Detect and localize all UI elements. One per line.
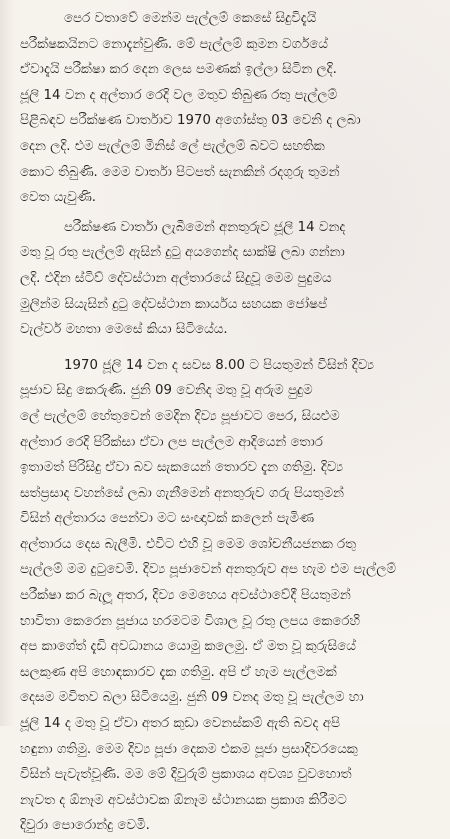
- text-line: 1970 ජූලි 14 වන ද සවස 8.00 ට පියතුමන් විසින් දිව්‍ය: [64, 357, 374, 373]
- text-line: හඳුනා ගතිමු. මෙම දිව්‍ය පූජා දෙකම එකම පූජා ප්‍රසාදිවරයෙකු: [20, 741, 358, 757]
- text-line: පරීක්ෂකයිනට නොදැන්වුණි. මේ පැල්ලම් කුමන වර්ගයේ: [20, 36, 328, 52]
- text-line: ඉතාමත් පිරිසිදු ඒවා බව සැකයෙන් තොරව දැන ගතිමු. දිව්‍ය: [20, 460, 343, 476]
- text-line: ජූලි 14 වන ද අල්තාර රෙදි වල මතුව තිබුණ රතු පැල්ලම්: [20, 87, 338, 103]
- paragraph-1: [20, 6, 426, 211]
- text-line: ලදි. එදින ස්ටිව් දේවස්ථාන අල්තාරයේ සිදුවූ මෙම පුදුමය: [20, 270, 332, 286]
- text-line: විසින් අල්තාරය පෙන්වා මට සංඥාවක් කලෙන් පැමිණ: [20, 511, 314, 527]
- text-line: අල්තාර රෙදි පිරික්සා ඒවා ලප පැල්ලම ආදියෙන් තොර: [20, 434, 323, 450]
- text-line: සත්ප්‍රසාද වහන්සේ ලබා ගැනීමෙන් අනතුරුව ගරු පියතුමන්: [20, 485, 344, 501]
- text-line: කොට තිබුණි. මෙම වාර්තා පිටපත් සැනකින් රදගුරු තුමන්: [20, 164, 340, 180]
- text-line: ජූලි 14 ද මතු වූ ඒවා අතර කුඩා වෙනස්කම් ඇති බවද අපි: [20, 716, 341, 732]
- text-line: මුලින්ම සියැසින් දුටු දේවස්ථාන කාර්යය සහයක ජෝෂප්: [20, 296, 328, 312]
- text-line: පූජාව සිදු කෙරුණි. ජුනි 09 වෙනිද මතු වූ අරුම පුදුම: [20, 383, 313, 399]
- text-line: මතු වූ රතු පැල්ලම් ඇසින් දුටු අයගෙන්ද සාක්ෂි ලබා ගන්නා: [20, 245, 345, 261]
- text-line: භාවිතා කෙරෙන පූජාය හරමටම විශාල වූ රතු ලපය කෙරෙහි: [20, 613, 361, 629]
- text-line: අප කාගේත් දැඩි අවධානය යොමු කලෙමු. ඒ මත වූ කුරුසියේ: [20, 639, 356, 655]
- text-line: පැල්ලම් මම දුටුවෙමි. දිව්‍ය පූජාවෙන් අනතුරුව අප හැම එම පැල්ලම්: [20, 562, 397, 578]
- text-line: දෙන ලදි. එම පැල්ලම් මිනිස් ලේ පැල්ලම් බවට සහතික: [20, 138, 325, 154]
- text-line: ලේ පැල්ලම් හේතුවෙන් මෙදින දිව්‍ය පූජාවට පෙර, සියළුම: [20, 408, 340, 424]
- text-line: වැල්වර් මහතා මෙසේ කියා සිටියේය.: [20, 322, 228, 338]
- text-line: දෙසම මවිතව බලා සිටියෙමු. ජුනි 09 වනද මතු වූ පැල්ලම හා: [20, 690, 364, 706]
- text-line: පරීක්ෂණ වාර්තා ලැබීමෙන් අනතුරුව ජූලි 14 වනද: [64, 219, 346, 235]
- text-line: නැවත ද ඕනෑම අවස්ථාවක ඕනෑම ස්ථානයක ප්‍රකාශ කිරීමට: [20, 792, 347, 808]
- paragraph-gap: [20, 343, 426, 353]
- paragraph-2: [20, 215, 426, 343]
- text-line: ඒවාදැයි පරීක්ෂා කර දෙන ලෙස පමණක් ඉල්ලා සිටින ලදි.: [20, 62, 337, 78]
- text-line: වෙත යැවුණි.: [20, 190, 96, 206]
- text-line: විසින් පැවැත්වූණි. මම මේ දිවුරුම් ප්‍රකාශය අවශ්‍ය වුවහොත්: [20, 767, 352, 783]
- text-line: අල්තාරය දෙස බැලීමි. එවිට එහි වූ මෙම ශෝචනීයජනක රතු: [20, 536, 356, 552]
- text-line: දිවුරා පොරොන්දු වෙමි.: [20, 818, 150, 834]
- text-line: පෙර වතාවේ මෙන්ම පැල්ලම් කෙසේ සිදුවිදැයි: [64, 11, 317, 26]
- text-line: පරීක්ෂා කර බැලූ අතර, දිව්‍ය මෙහෙය අවස්ථාවේදී පියතුමන්: [20, 588, 351, 604]
- text-line: පිළිබඳව පරීක්ෂණ වාර්තාව 1970 අගෝස්තු 03 වෙනි ද ලබා: [20, 113, 361, 129]
- paragraph-3: [20, 353, 426, 839]
- text-line: සලකුණ අපි හොඳකාරව දැක ගතිමු. අපි ඒ හැම පැල්ලමක්: [20, 664, 337, 680]
